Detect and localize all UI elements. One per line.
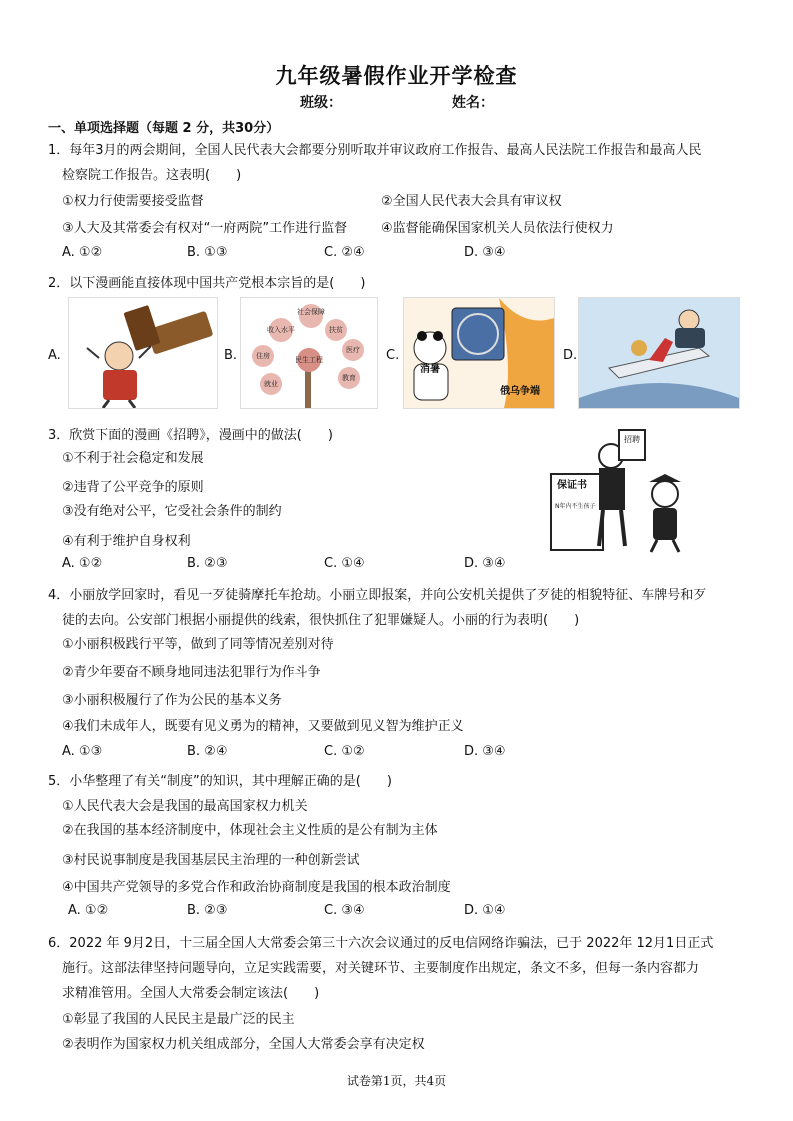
q1-stem-line2: 检察院工作报告。这表明( ) bbox=[62, 168, 242, 183]
tree-label-3: 扶贫 bbox=[329, 326, 343, 334]
q6-stem-line2: 施行。这部法律坚持问题导向，立足实践需要，对关键环节、主要制度作出规定，条文不多，但每一条内容都力 bbox=[62, 961, 700, 976]
q3-option-c[interactable]: C. ①④ bbox=[324, 556, 365, 571]
q1-statement-1: ①权力行使需要接受监督 bbox=[62, 194, 204, 209]
q3-statement-2: ②违背了公平竞争的原则 bbox=[62, 480, 204, 495]
q3-cartoon-recruitment bbox=[545, 422, 733, 554]
q5-stem: 5．小华整理了有关“制度”的知识，其中理解正确的是( ) bbox=[48, 774, 392, 789]
q1-option-b[interactable]: B. ①③ bbox=[187, 245, 228, 260]
q4-option-d[interactable]: D. ③④ bbox=[464, 744, 506, 759]
q4-statement-2: ②青少年要奋不顾身地同违法犯罪行为作斗争 bbox=[62, 665, 321, 680]
q2-option-a[interactable]: A. bbox=[48, 348, 61, 363]
name-label: 姓名： bbox=[452, 95, 494, 111]
guarantee-label: 保证书 bbox=[557, 480, 587, 491]
q1-option-c[interactable]: C. ②④ bbox=[324, 245, 365, 260]
q6-statement-2: ②表明作为国家权力机关组成部分，全国人大常委会享有决定权 bbox=[62, 1037, 425, 1052]
class-label: 班级： bbox=[300, 95, 342, 111]
q3-option-d[interactable]: D. ③④ bbox=[464, 556, 506, 571]
q6-statement-1: ①彰显了我国的人民民主是最广泛的民主 bbox=[62, 1012, 295, 1027]
q2-option-d[interactable]: D. bbox=[563, 348, 578, 363]
q4-statement-1: ①小丽积极践行平等，做到了同等情况差别对待 bbox=[62, 637, 334, 652]
q4-stem-line2: 徒的去向。公安部门根据小丽提供的线索，很快抓住了犯罪嫌疑人。小丽的行为表明( ) bbox=[62, 613, 580, 628]
q4-option-a[interactable]: A. ①③ bbox=[62, 744, 103, 759]
q4-statement-3: ③小丽积极履行了作为公民的基本义务 bbox=[62, 693, 282, 708]
tree-label-6: 医疗 bbox=[346, 346, 360, 354]
q5-option-c[interactable]: C. ③④ bbox=[324, 903, 365, 918]
q2-stem: 2．以下漫画能直接体现中国共产党根本宗旨的是( ) bbox=[48, 276, 366, 291]
q3-statement-3: ③没有绝对公平，它受社会条件的制约 bbox=[62, 504, 282, 519]
q3-statement-4: ④有利于维护自身权利 bbox=[62, 534, 191, 549]
recruit-sign-label: 招聘 bbox=[624, 435, 640, 444]
q4-stem-line1: 4．小丽放学回家时，看见一歹徒骑摩托车抢劫。小丽立即报案，并向公安机关提供了歹徒的相貌特征、车牌号和歹 bbox=[48, 588, 707, 603]
q1-option-a[interactable]: A. ①② bbox=[62, 245, 103, 260]
q2-option-b[interactable]: B. bbox=[224, 348, 238, 363]
tree-label-2: 收入水平 bbox=[267, 326, 295, 334]
tree-label-5: 民生工程 bbox=[295, 356, 323, 364]
q1-statement-3: ③人大及其常委会有权对“一府两院”工作进行监督 bbox=[62, 221, 348, 236]
q1-option-d[interactable]: D. ③④ bbox=[464, 245, 506, 260]
q5-statement-1: ①人民代表大会是我国的最高国家权力机关 bbox=[62, 799, 308, 814]
q4-option-b[interactable]: B. ②④ bbox=[187, 744, 228, 759]
q5-option-b[interactable]: B. ②③ bbox=[187, 903, 228, 918]
q4-statement-4: ④我们未成年人，既要有见义勇为的精神，又要做到见义智为维护正义 bbox=[62, 719, 464, 734]
q4-option-c[interactable]: C. ①② bbox=[324, 744, 365, 759]
q5-statement-2: ②在我国的基本经济制度中，体现社会主义性质的是公有制为主体 bbox=[62, 823, 438, 838]
q5-option-d[interactable]: D. ①④ bbox=[464, 903, 506, 918]
q2-cartoon-b bbox=[240, 297, 378, 409]
q6-stem-line3: 求精准管用。全国人大常委会制定该法( ) bbox=[62, 986, 320, 1001]
tree-label-4: 住房 bbox=[256, 352, 270, 360]
guarantee-text: N年内不生孩子 bbox=[555, 503, 596, 510]
q1-statement-4: ④监督能确保国家机关人员依法行使权力 bbox=[381, 221, 614, 236]
q1-stem-line1: 1．每年3月的两会期间，全国人民代表大会都要分别听取并审议政府工作报告、最高人民法院工作报告和最高人民 bbox=[48, 143, 702, 158]
page-title: 九年级暑假作业开学检查 bbox=[275, 64, 518, 88]
section-heading: 一、单项选择题（每题 2 分，共30分） bbox=[48, 121, 280, 136]
q5-statement-4: ④中国共产党领导的多党合作和政治协商制度是我国的根本政治制度 bbox=[62, 880, 451, 895]
q3-option-a[interactable]: A. ①② bbox=[62, 556, 103, 571]
conflict-label: 俄乌争端 bbox=[500, 386, 540, 397]
q6-stem-line1: 6．2022 年 9月2日，十三届全国人大常委会第三十六次会议通过的反电信网络诈骗法，已于 2022年 12月1日正式 bbox=[48, 936, 714, 951]
q2-cartoon-d bbox=[578, 297, 740, 409]
q2-cartoon-c bbox=[403, 297, 555, 409]
q3-stem: 3．欣赏下面的漫画《招聘》，漫画中的做法( ) bbox=[48, 428, 333, 443]
tree-label-7: 就业 bbox=[264, 380, 278, 388]
page-footer: 试卷第1页，共4页 bbox=[346, 1074, 447, 1088]
q3-option-b[interactable]: B. ②③ bbox=[187, 556, 228, 571]
q2-cartoon-a bbox=[68, 297, 218, 409]
tree-label-1: 社会保障 bbox=[297, 308, 325, 316]
q5-option-a[interactable]: A. ①② bbox=[68, 903, 109, 918]
q1-statement-2: ②全国人民代表大会具有审议权 bbox=[381, 194, 562, 209]
q5-statement-3: ③村民说事制度是我国基层民主治理的一种创新尝试 bbox=[62, 853, 360, 868]
tree-label-8: 教育 bbox=[342, 374, 356, 382]
panda-label: 消暑 bbox=[420, 364, 440, 375]
q2-option-c[interactable]: C. bbox=[386, 348, 400, 363]
q3-statement-1: ①不利于社会稳定和发展 bbox=[62, 451, 204, 466]
